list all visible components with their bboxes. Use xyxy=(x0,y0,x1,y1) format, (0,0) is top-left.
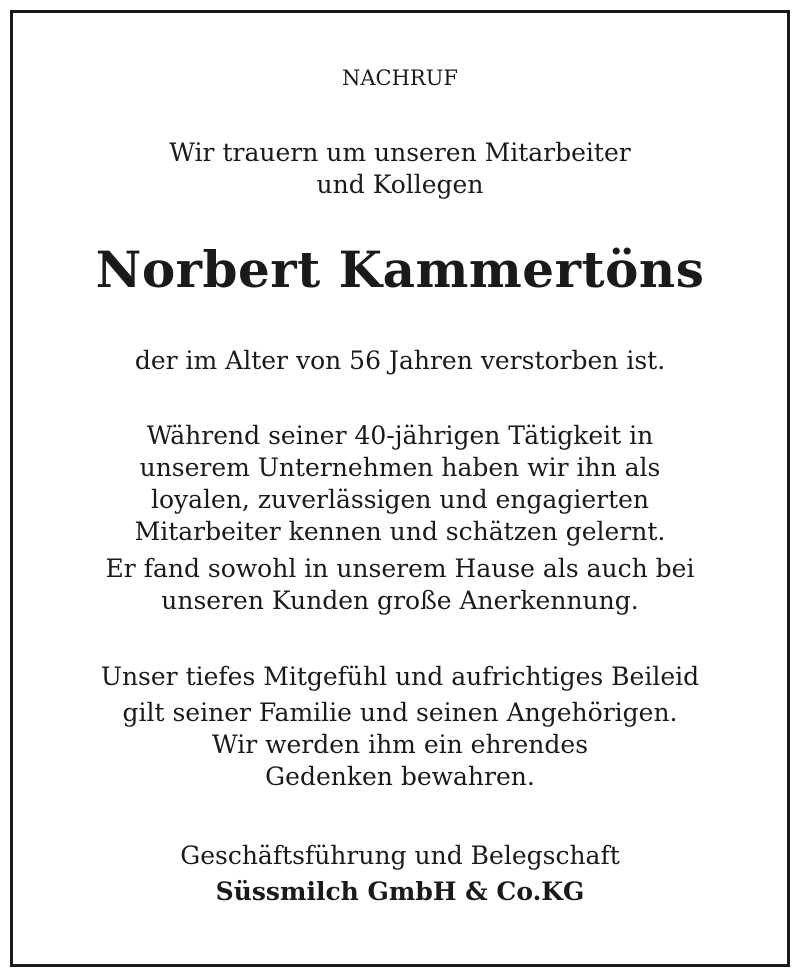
paragraph-2-line: Gedenken bewahren. xyxy=(265,762,535,791)
paragraph-1-line: loyalen, zuverlässigen und engagierten xyxy=(150,485,650,514)
paragraph-2-line: gilt seiner Familie und seinen Angehörigen. xyxy=(122,698,678,727)
company-name: Süssmilch GmbH & Co.KG xyxy=(215,877,585,906)
paragraph-2-line: Wir werden ihm ein ehrendes xyxy=(211,730,589,759)
intro-line: Wir trauern um unseren Mitarbeiter xyxy=(169,138,631,167)
paragraph-1-line: Mitarbeiter kennen und schätzen gelernt. xyxy=(134,517,666,546)
age-line: der im Alter von 56 Jahren verstorben ist. xyxy=(134,346,666,375)
intro-line: und Kollegen xyxy=(316,170,484,199)
signature-line: Geschäftsführung und Belegschaft xyxy=(180,841,620,870)
notice-heading: NACHRUF xyxy=(341,66,458,90)
paragraph-1-line: unseren Kunden große Anerkennung. xyxy=(161,586,639,615)
paragraph-1-line: Während seiner 40-jährigen Tätigkeit in xyxy=(146,421,654,450)
paragraph-2-line: Unser tiefes Mitgefühl und aufrichtiges Beileid xyxy=(100,662,700,691)
paragraph-1-line: Er fand sowohl in unserem Hause als auch bei xyxy=(105,554,695,583)
paragraph-1-line: unserem Unternehmen haben wir ihn als xyxy=(139,453,661,482)
deceased-name: Norbert Kammertöns xyxy=(95,240,705,299)
